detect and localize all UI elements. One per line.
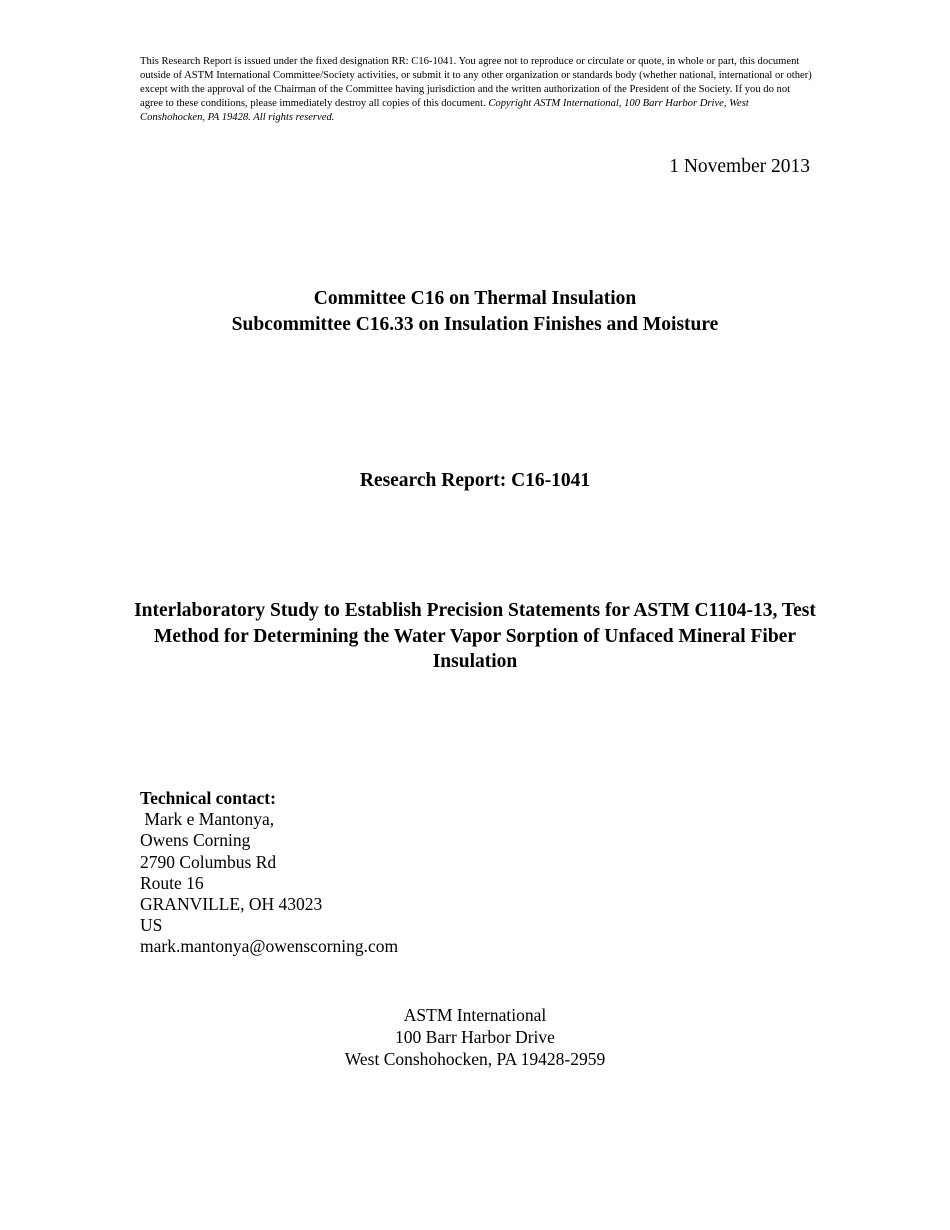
subcommittee-name: Subcommittee C16.33 on Insulation Finishes and Moisture [231,313,719,335]
publisher-address [0,1004,950,1070]
contact-street: 2790 Columbus Rd [140,851,277,872]
committee-heading [0,286,950,337]
publisher-name: ASTM International [403,1005,547,1025]
technical-contact [140,788,398,958]
contact-name: Mark e Mantonya, [140,809,275,830]
contact-email: mark.mantonya@owenscorning.com [140,936,399,957]
disclaimer-notice [140,55,812,125]
copyright-notice: Copyright ASTM International, 100 Barr Harbor Drive, West Conshohocken, PA 19428. All rights reserved. [140,98,749,123]
committee-name: Committee C16 on Thermal Insulation [313,288,637,309]
publisher-street: 100 Barr Harbor Drive [395,1027,555,1047]
study-title: Interlaboratory Study to Establish Precision Statements for ASTM C1104-13, Test Method for Determining the Water Vapor Sorption of Unfaced Mineral Fiber Insulation [134,600,816,672]
publisher-city: West Conshohocken, PA 19428-2959 [344,1049,606,1069]
disclaimer-text: This Research Report is issued under the fixed designation RR: C16-1041. You agree not to reproduce or circulate or quote, in whole or part, this document outside of ASTM International Committee/Society activities, or submit it to any other organization or standards body (whether national, international or other) except with the approval of the Chairman of the Committee having jurisdiction and the written authorization of the President of the Society. If you do not agree to these conditions, please immediately destroy all copies of this document. [140,56,812,109]
contact-company: Owens Corning [140,830,251,851]
report-id: Research Report: C16-1041 [359,470,591,491]
report-date: 1 November 2013 [669,156,810,177]
contact-label: Technical contact: [140,788,276,808]
contact-route: Route 16 [140,872,204,893]
contact-city: GRANVILLE, OH 43023 [140,894,323,915]
contact-country: US [140,915,163,936]
